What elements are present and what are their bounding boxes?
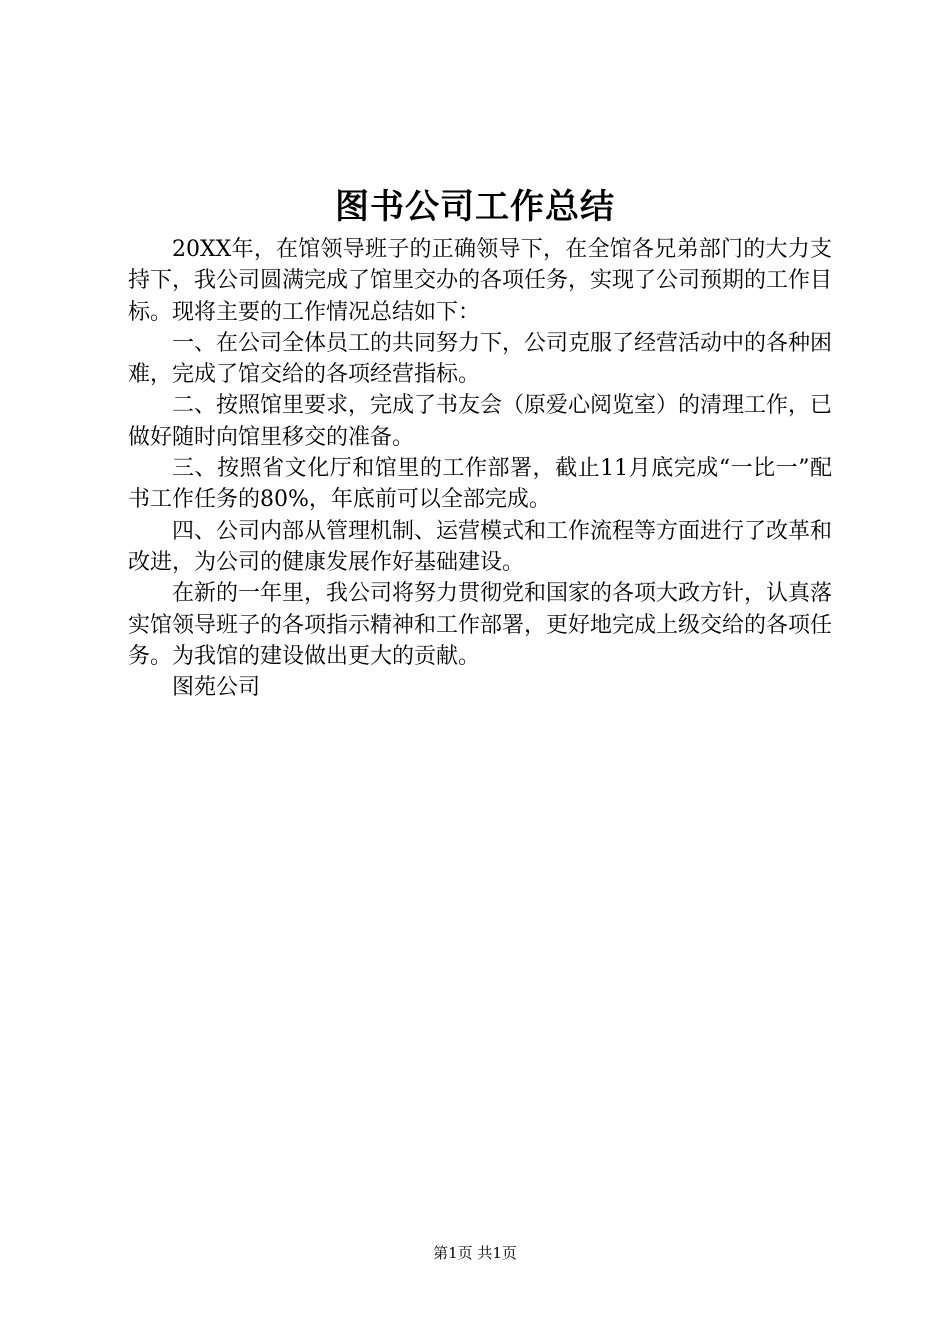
document-body [128, 234, 832, 703]
paragraph-item-2: 二、按照馆里要求，完成了书友会（原爱心阅览室）的清理工作，已做好随时向馆里移交的准备。 [128, 393, 833, 450]
paragraph-item-3: 三、按照省文化厅和馆里的工作部署，截止11月底完成“一比一”配书工作任务的80%，年底前可以全部完成。 [128, 456, 832, 513]
paragraph-intro: 20XX年，在馆领导班子的正确领导下，在全馆各兄弟部门的大力支持下，我公司圆满完成了馆里交办的各项任务，实现了公司预期的工作目标。现将主要的工作情况总结如下： [128, 237, 833, 325]
paragraph-item-4: 四、公司内部从管理机制、运营模式和工作流程等方面进行了改革和改进，为公司的健康发展作好基础建设。 [128, 518, 833, 575]
page-footer: 第1页 共1页 [433, 1244, 517, 1262]
document-title: 图书公司工作总结 [335, 187, 615, 227]
paragraph-conclusion: 在新的一年里，我公司将努力贯彻党和国家的各项大政方针，认真落实馆领导班子的各项指示精神和工作部署，更好地完成上级交给的各项任务。为我馆的建设做出更大的贡献。 [128, 581, 833, 669]
paragraph-item-1: 一、在公司全体员工的共同努力下，公司克服了经营活动中的各种困难，完成了馆交给的各项经营指标。 [128, 330, 833, 388]
signature: 图苑公司 [172, 675, 261, 701]
